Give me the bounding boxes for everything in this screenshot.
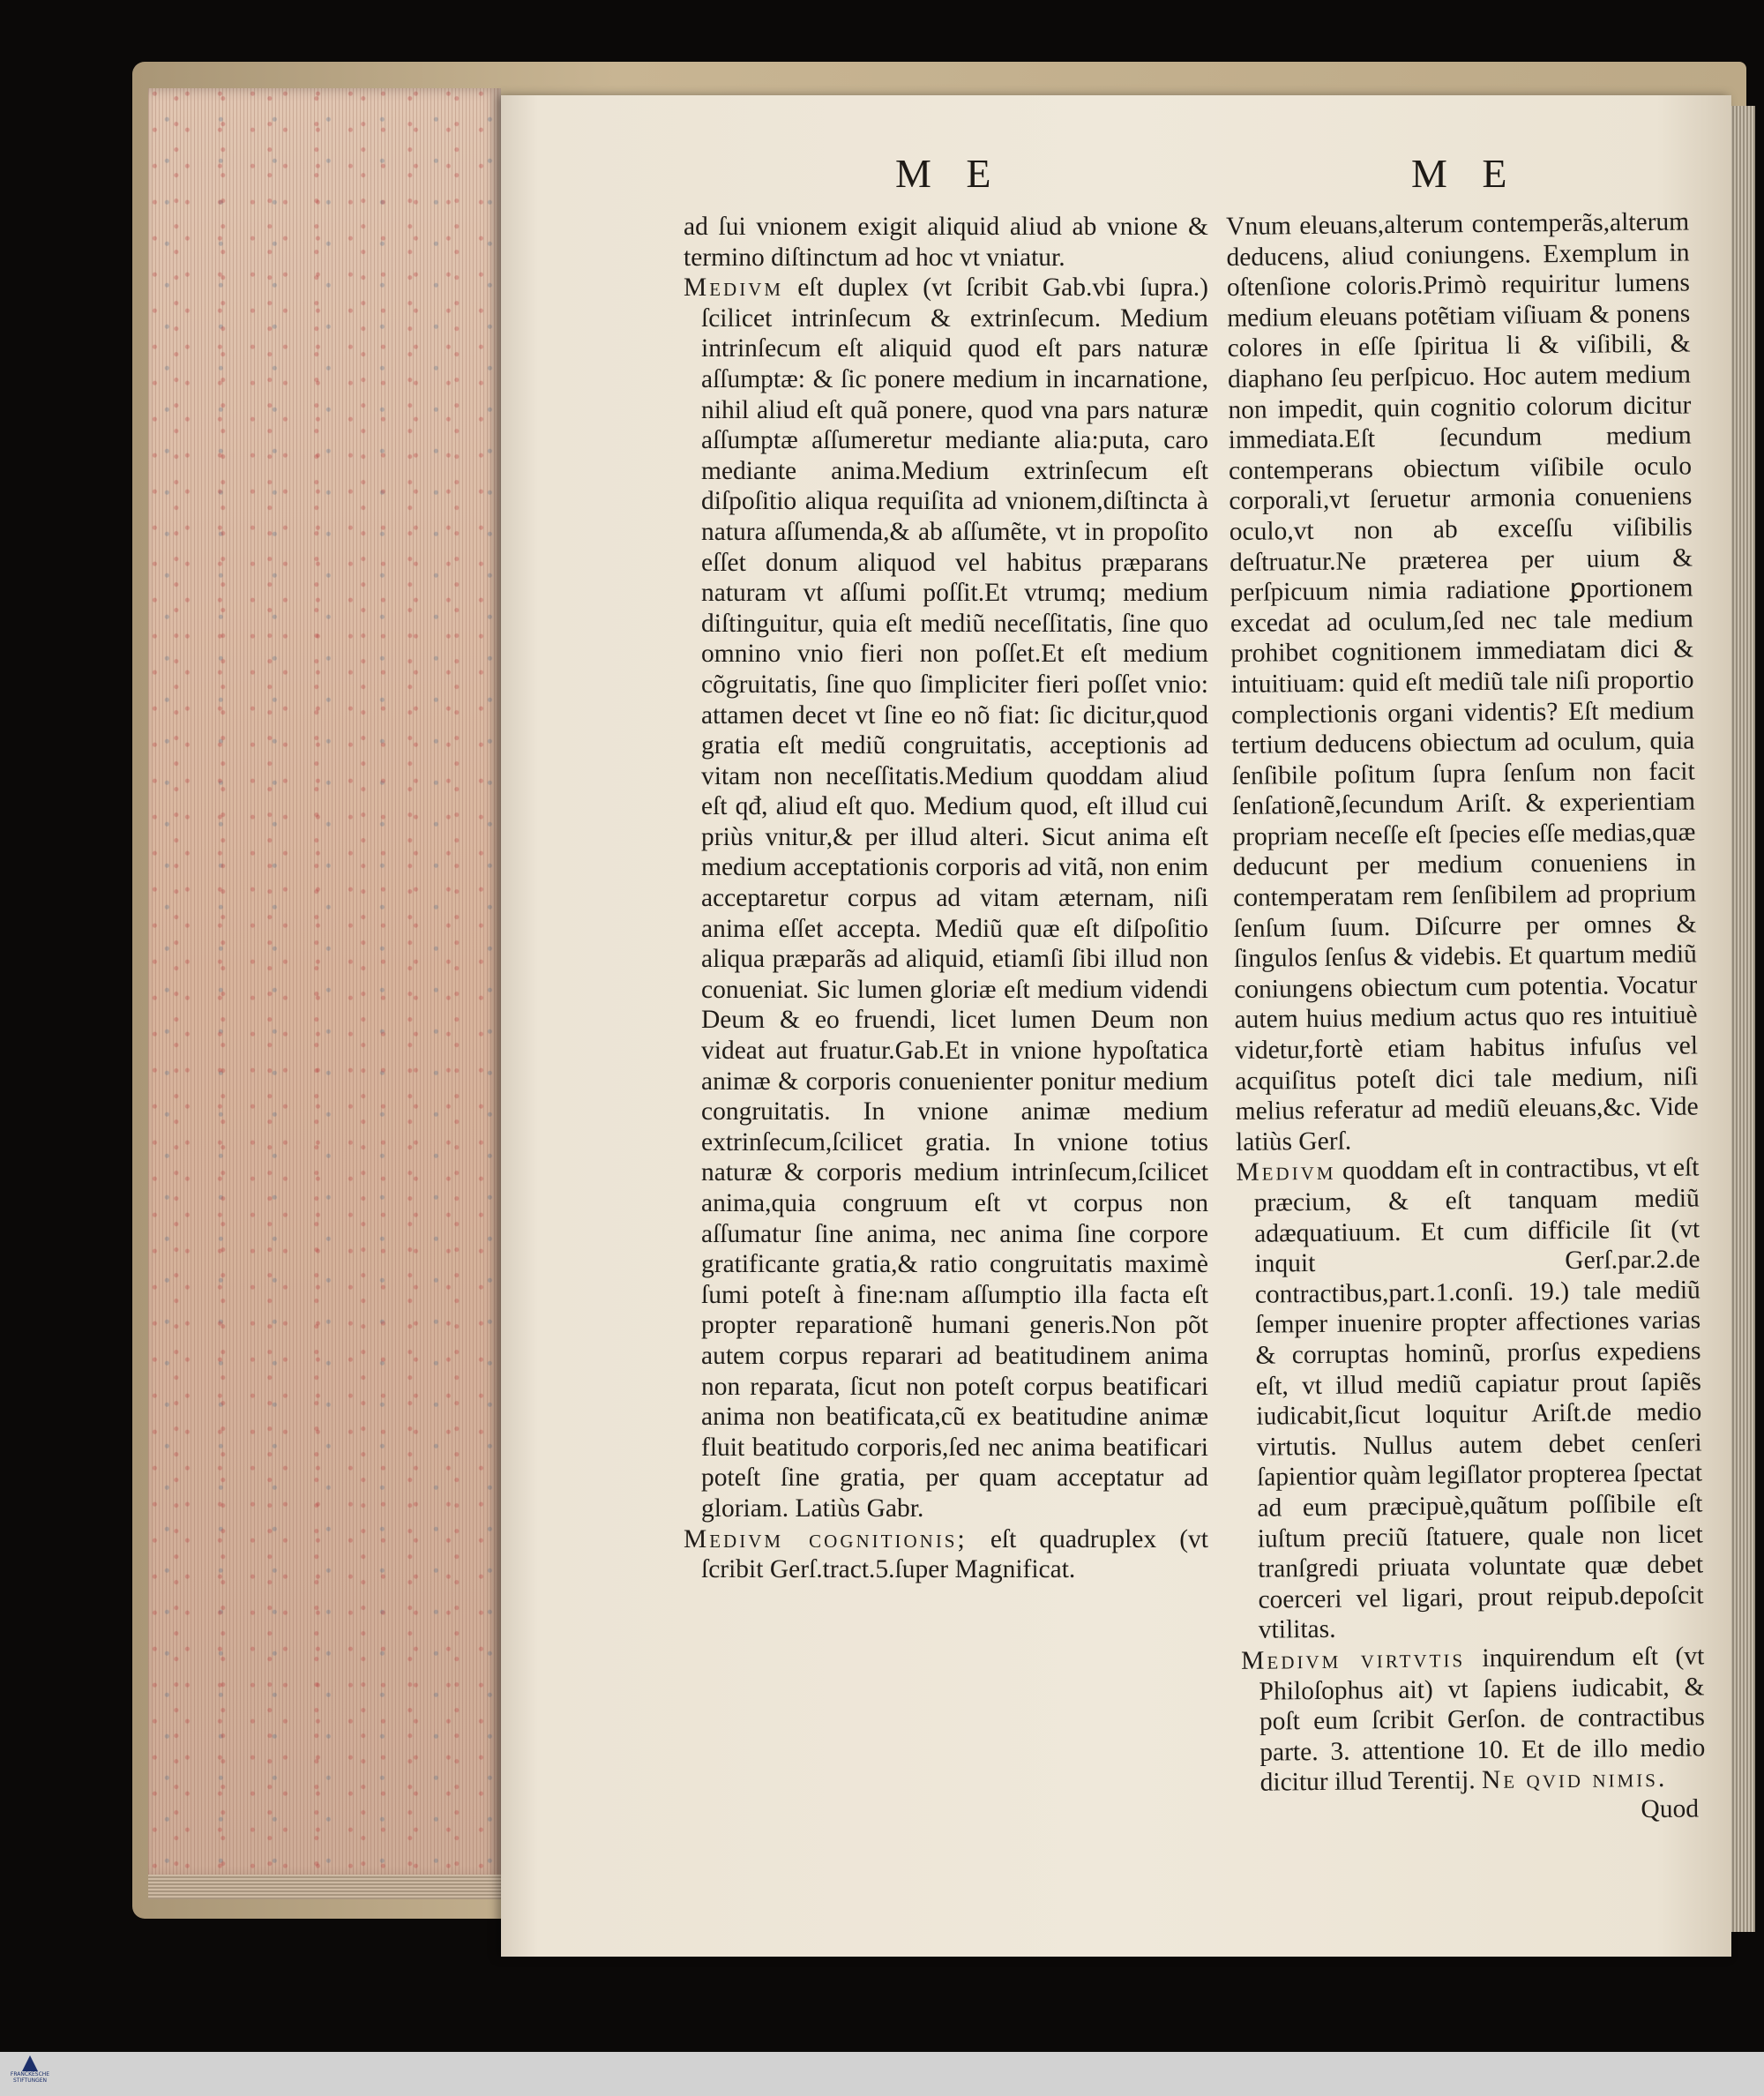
running-head-left: M E: [895, 151, 1004, 196]
library-logo-icon: [22, 2055, 38, 2071]
entry-headword: Medivm virtvtis: [1241, 1644, 1466, 1675]
entry-medium-cognitionis: [684, 1524, 1208, 1585]
entry-headword: Medivm: [684, 273, 784, 303]
right-column: [1226, 207, 1706, 1830]
left-column: [684, 212, 1208, 1585]
entry-headword: Medivm cognitionis;: [684, 1524, 968, 1553]
book-bottom-edge: [148, 1875, 510, 1899]
entry-headword: Medivm: [1236, 1157, 1336, 1187]
catchword: Quod: [1641, 1794, 1700, 1824]
entry-text: inquirendum eſt (vt Philoſophus ait) vt ſapiens iudicabit, & poſt eum ſcribit Gerſon. de contractibus parte. 3. attentione 10. Et de illo medio dicitur illud Terentij.: [1259, 1642, 1706, 1797]
entry-medium-contractibus: [1236, 1153, 1704, 1646]
running-head-right: M E: [1411, 151, 1520, 196]
library-logo-text: FRANCKESCHE STIFTUNGEN: [10, 2071, 50, 2084]
entry-text: eſt quadruplex (vt ſcribit Gerſ.tract.5.ſuper Magnificat.: [701, 1524, 1209, 1584]
entry-text: eſt duplex (vt ſcribit Gab.vbi ſupra.) ſcilicet intrinſecum & extrinſecum. Medium intrinſecum eſt aliquid quod eſt pars naturæ aſſumptæ: & ſic ponere medium in incarnatione, nihil aliud eſt quã ponere, quod vna pars naturæ aſſumptæ aſſumeretur mediante alia:puta, caro mediante anima.Medium extrinſecum eſt diſpoſitio aliqua requiſita ad vnionem,diſtincta à natura aſſumenda,& ab aſſumẽte, vt in propoſito eſſet donum aliquod vel habitus præparans naturam vt aſſumi poſſit.Et vtrumq; medium diſtinguitur, quia eſt mediũ neceſſitatis, ſine quo omnino vnio fieri non poſſet.Et eſt medium cõgruitatis, ſine quo ſimpliciter fieri poſſet vnio: attamen decet vt ſine eo nõ fiat: ſic dicitur,quod gratia eſt mediũ congruitatis, acceptionis ad vitam non neceſſitatis.Medium quoddam aliud eſt qđ, aliud eſt quo. Medium quod, eſt illud cui priùs vnitur,& per illud alteri. Sicut anima eſt medium acceptationis corporis ad vitã, non enim acceptaretur corpus ad vitam æternam, niſi anima eſſet accepta. Mediũ quæ eſt diſpoſitio aliqua præparãs ad aliquid, etiamſi ſibi illud non conueniat. Sic lumen gloriæ eſt medium videndi Deum & eo fruendi, licet lumen Deum non videat aut fruatur.Gab.Et in vnione hypoſtatica animæ & corporis conuenienter ponitur medium congruitatis. In vnione animæ medium extrinſecum,ſcilicet gratia. In vnione totius naturæ & corporis medium intrinſecum,ſcilicet anima,quia congruum eſt vt corpus non aſſumatur ſine anima, nec anima ſine corpore gratificante gratia,& ratio congruitatis maximè ſumi poteſt à fine:nam aſſumptio illa facta eſt propter reparationẽ humani generis.Non põt autem corpus reparari ad beatitudinem anima non reparata, ſicut non poteſt corpus beatificari anima non beatificata,cũ ex beatitudine animæ fluit beatitudo corporis,ſed nec anima beatificari poteſt ſine gratia, per quam acceptatur ad gloriam. Latiùs Gabr.: [701, 273, 1209, 1523]
entry-text: quoddam eſt in contractibus, vt eſt præcium, & eſt tanquam mediũ adæquatiuum. Et cum difficile ſit (vt inquit Gerſ.par.2.de contractibus,part.1.conſi. 19.) tale mediũ ſemper inuenire propter affectiones varias & corruptas hominũ, prorſus expediens eſt, vt illud mediũ capiatur prout ſapiẽs iudicabit,ſicut loquitur Ariſt.de medio virtutis. Nullus autem debet cenſeri ſapientior quàm legiſlator propterea ſpectat ad eum præcipuè,quãtum poſſibile eſt iuſtum preciũ ſtatuere, quale non licet tranſgredi priuata voluntate quæ debet coerceri vel ligari, prout reipub.depoſcit vtilitas.: [1253, 1153, 1704, 1645]
entry-medium-duplex: [684, 273, 1208, 1523]
quotation-ne-quid-nimis: Ne qvid nimis.: [1481, 1764, 1668, 1795]
entry-medium-virtutis: [1241, 1641, 1706, 1798]
right-paragraph-continued: Vnum eleuans,alterum contemperãs,alterum deducens, aliud coniungens. Exemplum in oſtenſione coloris.Primò requiritur lumens medium eleuans potẽtiam viſiuam & ponens colores in eſſe ſpiritua li & viſibili, & diaphano ſeu perſpicuo. Hoc autem medium non impedit, quin cognitio colorum dicitur immediata.Eſt ſecundum medium contemperans obiectum viſibile oculo corporali,vt ſeruetur armonia conueniens oculo,vt non ab exceſſu viſibilis deſtruatur.Ne præterea per uium & perſpicuum nimia radiatione ꝑportionem excedat ad oculum,ſed nec tale medium prohibet cognitionem immediatam dici & intuitiuam: quid eſt mediũ tale niſi proportio complectionis organi videntis? Eſt medium tertium deducens obiectum ad oculum, quia ſenſibile poſitum ſupra ſenſum non facit ſenſationẽ,ſecundum Ariſt. & experientiam propriam neceſſe eſt ſpecies eſſe medias,quæ deducunt per medium conueniens in contemperatam rem ſenſibilem ad proprium ſenſum ſuum. Diſcurre per omnes & ſingulos ſenſus & videbis. Et quartum mediũ coniungens obiectum cum potentia. Vocatur autem huius medium actus quo res intuitiuè videtur,fortè etiam habitus infuſus vel acquiſitus poteſt dici tale medium, niſi melius referatur ad mediũ eleuans,&c. Vide latiùs Gerſ.: [1226, 207, 1699, 1157]
viewer-footer-bar: [0, 2052, 1764, 2096]
book-right-edge: [1730, 106, 1755, 1932]
book-page-edges: [148, 88, 501, 1879]
library-logo: [12, 2055, 48, 2091]
left-paragraph-continued: ad ſui vnionem exigit aliquid aliud ab vnione & termino diſtinctum ad hoc vt vniatur.: [684, 213, 1208, 272]
